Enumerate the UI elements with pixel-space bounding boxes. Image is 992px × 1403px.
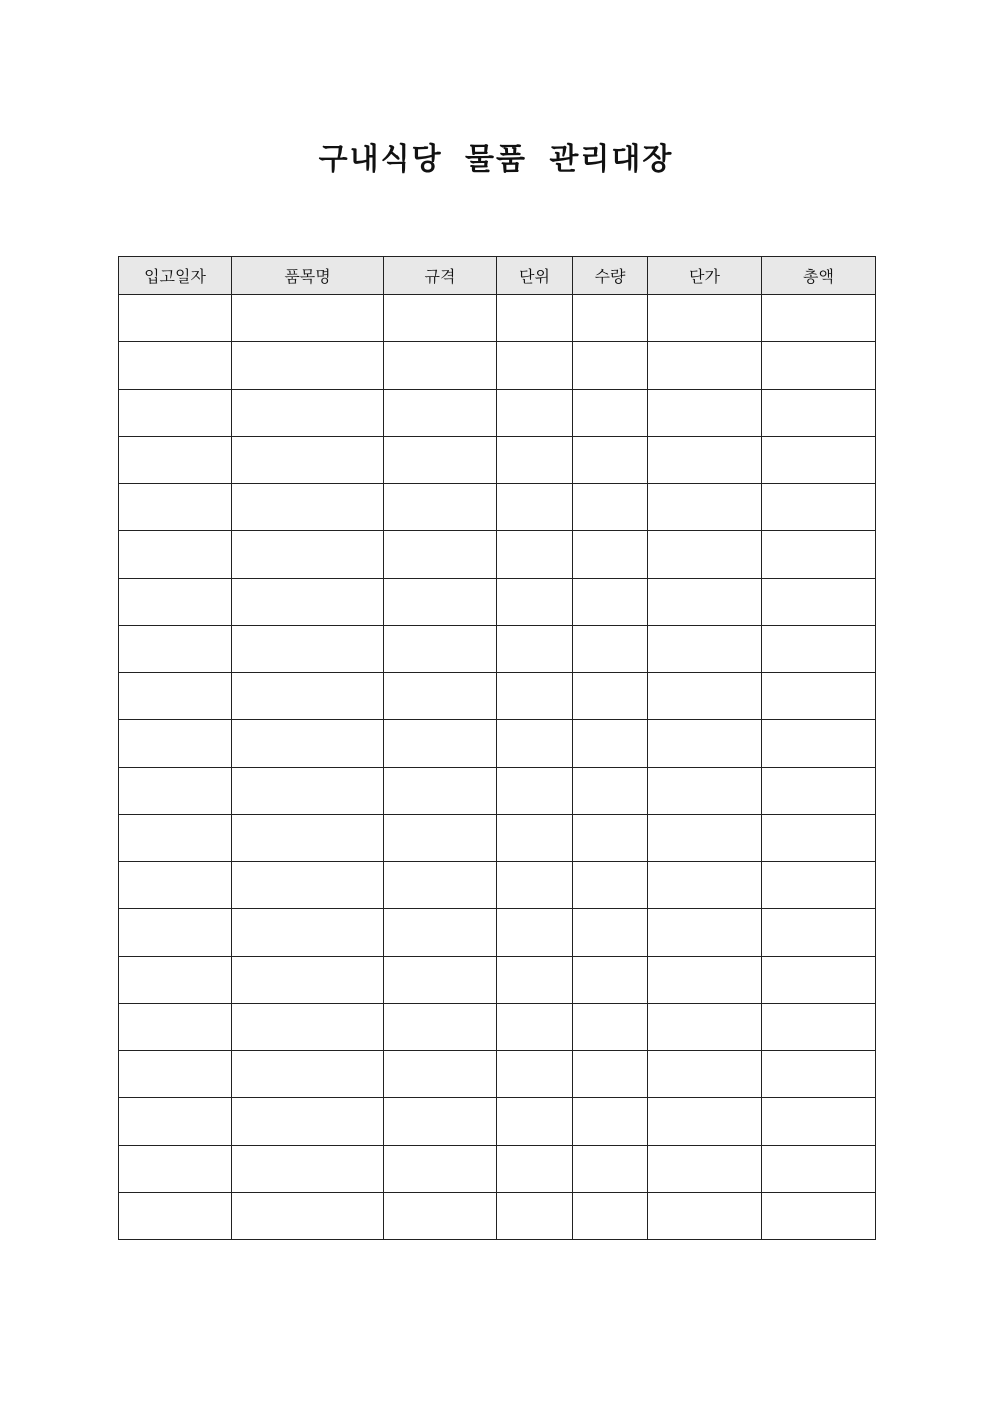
cell-unit[interactable] <box>497 578 573 625</box>
cell-item-name[interactable] <box>232 1098 384 1145</box>
table-row <box>119 295 876 342</box>
cell-unit-price[interactable] <box>648 1192 762 1239</box>
cell-unit[interactable] <box>497 342 573 389</box>
cell-total-amount[interactable] <box>762 531 876 578</box>
cell-receipt-date[interactable] <box>119 956 232 1003</box>
cell-unit[interactable] <box>497 956 573 1003</box>
cell-specification[interactable] <box>384 1051 497 1098</box>
cell-total-amount[interactable] <box>762 578 876 625</box>
cell-quantity[interactable] <box>573 625 648 672</box>
cell-item-name[interactable] <box>232 531 384 578</box>
cell-unit[interactable] <box>497 484 573 531</box>
cell-quantity[interactable] <box>573 862 648 909</box>
cell-total-amount[interactable] <box>762 1145 876 1192</box>
cell-total-amount[interactable] <box>762 720 876 767</box>
cell-specification[interactable] <box>384 1098 497 1145</box>
cell-quantity[interactable] <box>573 956 648 1003</box>
cell-specification[interactable] <box>384 436 497 483</box>
cell-unit-price[interactable] <box>648 1098 762 1145</box>
cell-unit-price[interactable] <box>648 578 762 625</box>
cell-specification[interactable] <box>384 389 497 436</box>
table-row <box>119 531 876 578</box>
cell-specification[interactable] <box>384 673 497 720</box>
table-row <box>119 1051 876 1098</box>
cell-receipt-date[interactable] <box>119 862 232 909</box>
cell-item-name[interactable] <box>232 909 384 956</box>
cell-receipt-date[interactable] <box>119 625 232 672</box>
cell-unit[interactable] <box>497 1145 573 1192</box>
cell-quantity[interactable] <box>573 342 648 389</box>
cell-item-name[interactable] <box>232 342 384 389</box>
cell-receipt-date[interactable] <box>119 1003 232 1050</box>
cell-unit[interactable] <box>497 1003 573 1050</box>
cell-item-name[interactable] <box>232 436 384 483</box>
cell-receipt-date[interactable] <box>119 1145 232 1192</box>
cell-receipt-date[interactable] <box>119 436 232 483</box>
cell-unit-price[interactable] <box>648 484 762 531</box>
table-row <box>119 436 876 483</box>
cell-specification[interactable] <box>384 295 497 342</box>
cell-receipt-date[interactable] <box>119 909 232 956</box>
cell-quantity[interactable] <box>573 1003 648 1050</box>
cell-unit[interactable] <box>497 1192 573 1239</box>
cell-receipt-date[interactable] <box>119 484 232 531</box>
cell-unit[interactable] <box>497 1098 573 1145</box>
cell-unit-price[interactable] <box>648 295 762 342</box>
table-row <box>119 956 876 1003</box>
table-row <box>119 814 876 861</box>
header-row <box>119 257 876 295</box>
cell-specification[interactable] <box>384 767 497 814</box>
cell-total-amount[interactable] <box>762 342 876 389</box>
header-unit-price: 단가 <box>648 257 762 295</box>
cell-item-name[interactable] <box>232 1192 384 1239</box>
cell-specification[interactable] <box>384 484 497 531</box>
cell-unit[interactable] <box>497 767 573 814</box>
cell-unit[interactable] <box>497 673 573 720</box>
cell-item-name[interactable] <box>232 673 384 720</box>
cell-unit[interactable] <box>497 389 573 436</box>
cell-item-name[interactable] <box>232 720 384 767</box>
cell-unit-price[interactable] <box>648 956 762 1003</box>
cell-specification[interactable] <box>384 1192 497 1239</box>
cell-unit-price[interactable] <box>648 1003 762 1050</box>
page-title: 구내식당 물품 관리대장 <box>318 142 674 177</box>
cell-item-name[interactable] <box>232 956 384 1003</box>
table-row <box>119 909 876 956</box>
cell-quantity[interactable] <box>573 295 648 342</box>
header-item-name: 품목명 <box>232 257 384 295</box>
cell-specification[interactable] <box>384 578 497 625</box>
cell-receipt-date[interactable] <box>119 389 232 436</box>
cell-quantity[interactable] <box>573 389 648 436</box>
cell-quantity[interactable] <box>573 531 648 578</box>
cell-total-amount[interactable] <box>762 1098 876 1145</box>
cell-receipt-date[interactable] <box>119 342 232 389</box>
cell-item-name[interactable] <box>232 625 384 672</box>
cell-specification[interactable] <box>384 956 497 1003</box>
cell-unit-price[interactable] <box>648 673 762 720</box>
cell-total-amount[interactable] <box>762 673 876 720</box>
cell-unit-price[interactable] <box>648 436 762 483</box>
cell-item-name[interactable] <box>232 1145 384 1192</box>
cell-receipt-date[interactable] <box>119 295 232 342</box>
cell-total-amount[interactable] <box>762 767 876 814</box>
cell-item-name[interactable] <box>232 484 384 531</box>
cell-total-amount[interactable] <box>762 389 876 436</box>
cell-unit-price[interactable] <box>648 531 762 578</box>
cell-receipt-date[interactable] <box>119 720 232 767</box>
cell-specification[interactable] <box>384 909 497 956</box>
cell-unit[interactable] <box>497 531 573 578</box>
cell-total-amount[interactable] <box>762 814 876 861</box>
cell-receipt-date[interactable] <box>119 1051 232 1098</box>
cell-specification[interactable] <box>384 1145 497 1192</box>
cell-total-amount[interactable] <box>762 295 876 342</box>
header-total-amount: 총액 <box>762 257 876 295</box>
cell-total-amount[interactable] <box>762 625 876 672</box>
ledger-body <box>119 295 876 1240</box>
cell-unit-price[interactable] <box>648 342 762 389</box>
cell-specification[interactable] <box>384 1003 497 1050</box>
cell-unit-price[interactable] <box>648 389 762 436</box>
cell-item-name[interactable] <box>232 1051 384 1098</box>
table-row <box>119 673 876 720</box>
cell-quantity[interactable] <box>573 484 648 531</box>
table-row <box>119 1098 876 1145</box>
cell-item-name[interactable] <box>232 814 384 861</box>
cell-receipt-date[interactable] <box>119 578 232 625</box>
cell-unit-price[interactable] <box>648 1145 762 1192</box>
ledger-table <box>118 256 876 1240</box>
cell-total-amount[interactable] <box>762 1003 876 1050</box>
cell-total-amount[interactable] <box>762 484 876 531</box>
cell-receipt-date[interactable] <box>119 673 232 720</box>
cell-total-amount[interactable] <box>762 1051 876 1098</box>
table-row <box>119 1145 876 1192</box>
cell-receipt-date[interactable] <box>119 767 232 814</box>
table-row <box>119 720 876 767</box>
cell-unit-price[interactable] <box>648 1051 762 1098</box>
cell-quantity[interactable] <box>573 1051 648 1098</box>
cell-unit[interactable] <box>497 720 573 767</box>
cell-total-amount[interactable] <box>762 956 876 1003</box>
cell-unit[interactable] <box>497 862 573 909</box>
table-row <box>119 578 876 625</box>
cell-unit-price[interactable] <box>648 625 762 672</box>
header-specification: 규격 <box>384 257 497 295</box>
cell-receipt-date[interactable] <box>119 531 232 578</box>
cell-total-amount[interactable] <box>762 436 876 483</box>
table-row <box>119 484 876 531</box>
cell-unit[interactable] <box>497 814 573 861</box>
cell-specification[interactable] <box>384 814 497 861</box>
cell-unit-price[interactable] <box>648 814 762 861</box>
cell-unit[interactable] <box>497 295 573 342</box>
cell-quantity[interactable] <box>573 1145 648 1192</box>
cell-unit-price[interactable] <box>648 720 762 767</box>
cell-receipt-date[interactable] <box>119 814 232 861</box>
cell-unit[interactable] <box>497 625 573 672</box>
cell-unit-price[interactable] <box>648 862 762 909</box>
cell-quantity[interactable] <box>573 909 648 956</box>
cell-specification[interactable] <box>384 862 497 909</box>
cell-specification[interactable] <box>384 531 497 578</box>
cell-quantity[interactable] <box>573 767 648 814</box>
cell-quantity[interactable] <box>573 578 648 625</box>
cell-total-amount[interactable] <box>762 862 876 909</box>
cell-receipt-date[interactable] <box>119 1098 232 1145</box>
header-unit: 단위 <box>497 257 573 295</box>
header-receipt-date: 입고일자 <box>119 257 232 295</box>
cell-item-name[interactable] <box>232 389 384 436</box>
table-row <box>119 1003 876 1050</box>
table-row <box>119 389 876 436</box>
cell-receipt-date[interactable] <box>119 1192 232 1239</box>
cell-total-amount[interactable] <box>762 1192 876 1239</box>
cell-quantity[interactable] <box>573 673 648 720</box>
cell-total-amount[interactable] <box>762 909 876 956</box>
cell-unit-price[interactable] <box>648 767 762 814</box>
cell-unit[interactable] <box>497 436 573 483</box>
cell-specification[interactable] <box>384 720 497 767</box>
cell-quantity[interactable] <box>573 1098 648 1145</box>
cell-quantity[interactable] <box>573 1192 648 1239</box>
cell-specification[interactable] <box>384 625 497 672</box>
cell-specification[interactable] <box>384 342 497 389</box>
cell-item-name[interactable] <box>232 578 384 625</box>
cell-quantity[interactable] <box>573 814 648 861</box>
cell-item-name[interactable] <box>232 295 384 342</box>
table-row <box>119 767 876 814</box>
header-quantity: 수량 <box>573 257 648 295</box>
table-row <box>119 862 876 909</box>
cell-unit-price[interactable] <box>648 909 762 956</box>
table-row <box>119 1192 876 1239</box>
table-row <box>119 625 876 672</box>
cell-item-name[interactable] <box>232 862 384 909</box>
cell-quantity[interactable] <box>573 436 648 483</box>
cell-item-name[interactable] <box>232 1003 384 1050</box>
cell-unit[interactable] <box>497 909 573 956</box>
cell-unit[interactable] <box>497 1051 573 1098</box>
cell-quantity[interactable] <box>573 720 648 767</box>
table-row <box>119 342 876 389</box>
cell-item-name[interactable] <box>232 767 384 814</box>
